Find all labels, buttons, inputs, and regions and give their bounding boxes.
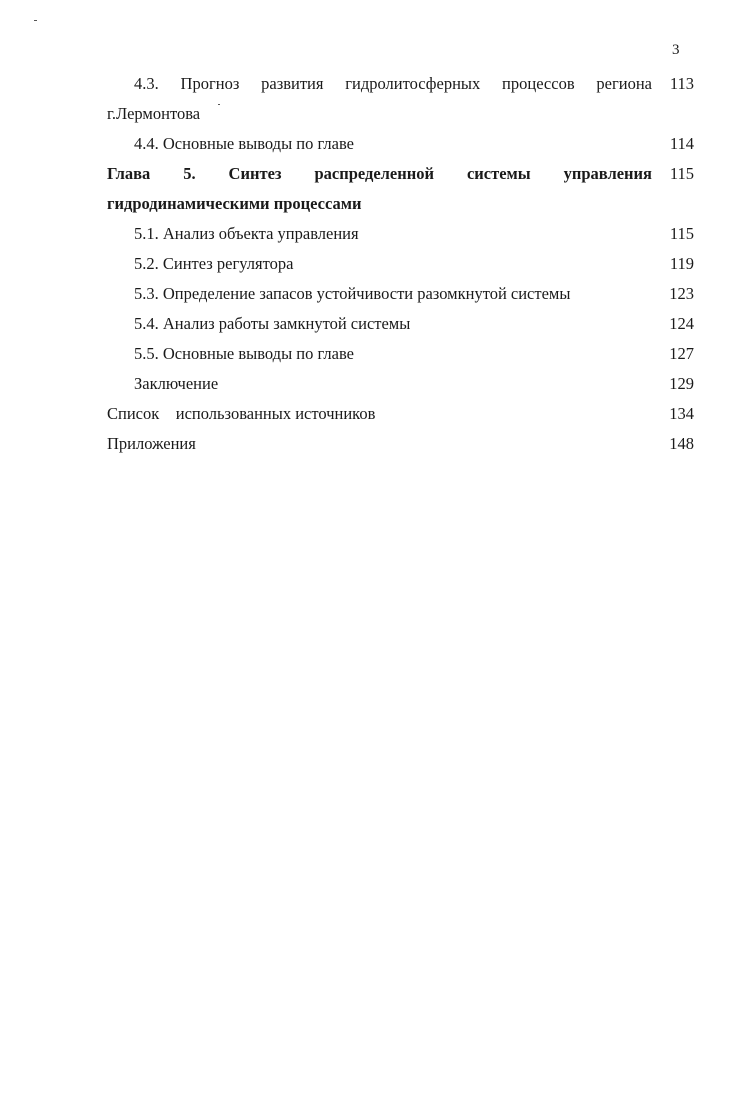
toc-entry-label: Список использованных источников (107, 404, 376, 423)
toc-entry-page: 115 (669, 224, 694, 243)
toc-entry-page: 123 (669, 284, 694, 303)
toc-entry-label: Заключение (134, 374, 219, 393)
toc-entry-label: 4.3. Прогноз развития гидролитосферных процессов региона (134, 74, 652, 93)
toc-entry-4-4[interactable] (107, 129, 694, 159)
toc-entry-page: 113 (669, 74, 694, 93)
toc-entry-5-1[interactable] (107, 219, 694, 249)
toc-entry-label-continued: гидродинамическими процессами (107, 194, 362, 213)
toc-entry-references[interactable] (107, 399, 694, 429)
toc-entry-label-continued: г.Лермонтова (107, 104, 201, 123)
table-of-contents (107, 69, 694, 459)
page-number: 3 (672, 42, 680, 58)
toc-entry-page: 119 (669, 254, 694, 273)
toc-entry-label: Приложения (107, 434, 196, 453)
toc-entry-label: 5.3. Определение запасов устойчивости разомкнутой системы (134, 284, 571, 303)
scan-speck (34, 20, 37, 21)
toc-entry-4-3[interactable] (107, 69, 694, 129)
toc-entry-page: 114 (669, 134, 694, 153)
toc-entry-conclusion[interactable] (107, 369, 694, 399)
toc-entry-5-2[interactable] (107, 249, 694, 279)
toc-entry-label: 5.5. Основные выводы по главе (134, 344, 354, 363)
toc-entry-page: 129 (669, 374, 694, 393)
toc-entry-page: 134 (669, 404, 694, 423)
toc-entry-chapter-5[interactable] (107, 159, 694, 219)
toc-entry-page: 148 (669, 434, 694, 453)
toc-entry-5-3[interactable] (107, 279, 694, 309)
toc-entry-label: 5.1. Анализ объекта управления (134, 224, 359, 243)
toc-entry-page: 115 (669, 164, 694, 183)
toc-entry-page: 124 (669, 314, 694, 333)
toc-entry-appendices[interactable] (107, 429, 694, 459)
toc-entry-5-5[interactable] (107, 339, 694, 369)
toc-entry-label: 4.4. Основные выводы по главе (134, 134, 354, 153)
toc-entry-label: 5.2. Синтез регулятора (134, 254, 294, 273)
toc-entry-5-4[interactable] (107, 309, 694, 339)
toc-entry-label: Глава 5. Синтез распределенной системы управления (107, 164, 652, 183)
toc-entry-label: 5.4. Анализ работы замкнутой системы (134, 314, 411, 333)
toc-entry-page: 127 (669, 344, 694, 363)
